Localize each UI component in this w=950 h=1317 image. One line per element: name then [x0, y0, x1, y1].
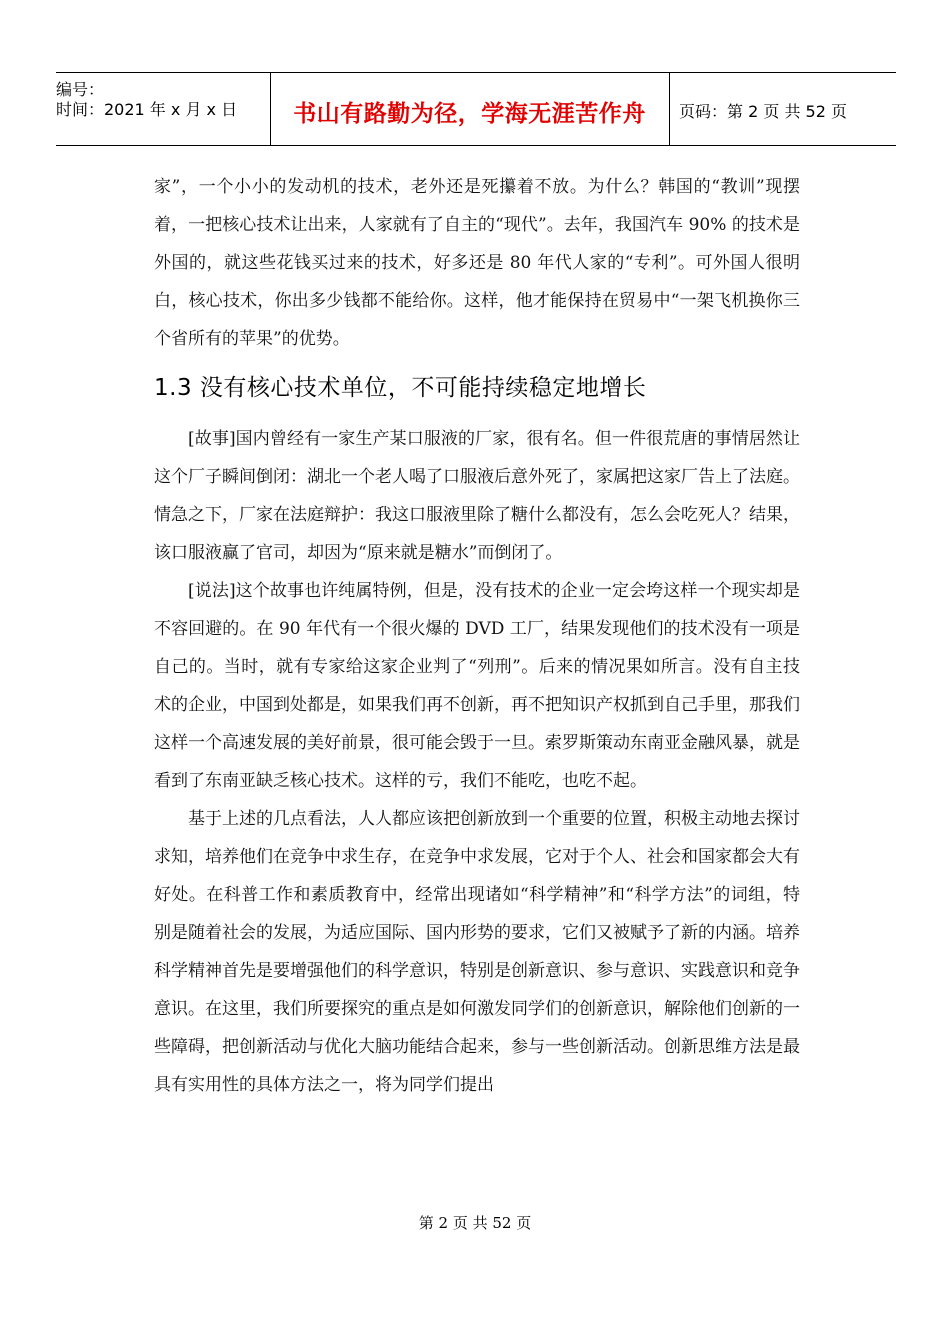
header-motto-cell: [270, 73, 670, 145]
header-motto: 书山有路勤为径，学海无涯苦作舟: [293, 101, 646, 127]
page-footer: 第 2 页 共 52 页: [418, 1214, 532, 1232]
header-meta-cell: [56, 73, 271, 145]
paragraph-conclusion: 基于上述的几点看法，人人都应该把创新放到一个重要的位置，积极主动地去探讨求知，培养他们在竞争中求生存，在竞争中求发展，它对于个人、社会和国家都会大有好处。在科普工作和素质教育中，经常出现诸如“科学精神”和“科学方法”的词组，特别是随着社会的发展，为适应国际、国内形势的要求，它们又被赋予了新的内涵。培养科学精神首先是要增强他们的科学意识，特别是创新意识、参与意识、实践意识和竞争意识。在这里，我们所要探究的重点是如何激发同学们的创新意识，解除他们创新的一些障碍，把创新活动与优化大脑功能结合起来，参与一些创新活动。创新思维方法是最具有实用性的具体方法之一，将为同学们提出: [154, 809, 800, 1095]
document-number-label: 编号：: [56, 80, 105, 99]
document-time-label: 时间：2021 年 x 月 x 日: [56, 100, 238, 119]
document-body: [154, 168, 800, 1104]
header-page-info: 页码：第 2 页 共 52 页: [679, 102, 847, 121]
paragraph-comment: [说法]这个故事也许纯属特例，但是，没有技术的企业一定会垮这样一个现实却是不容回避的。在 90 年代有一个很火爆的 DVD 工厂，结果发现他们的技术没有一项是自己的。当时，就有专家给这家企业判了“列刑”。后来的情况果如所言。没有自主技术的企业，中国到处都是，如果我们再不创新，再不把知识产权抓到自己手里，那我们这样一个高速发展的美好前景，很可能会毁于一旦。索罗斯策动东南亚金融风暴，就是看到了东南亚缺乏核心技术。这样的亏，我们不能吃，也吃不起。: [154, 581, 800, 791]
paragraph-1: 家”，一个小小的发动机的技术，老外还是死攥着不放。为什么？韩国的“教训”现摆着，一把核心技术让出来，人家就有了自主的“现代”。去年，我国汽车 90% 的技术是外国的，就这些花钱买过来的技术，好多还是 80 年代人家的“专利”。可外国人很明白，核心技术，你出多少钱都不能给你。这样，他才能保持在贸易中“一架飞机换你三个省所有的苹果”的优势。: [154, 177, 800, 349]
paragraph-story: [故事]国内曾经有一家生产某口服液的厂家，很有名。但一件很荒唐的事情居然让这个厂子瞬间倒闭：湖北一个老人喝了口服液后意外死了，家属把这家厂告上了法庭。情急之下，厂家在法庭辩护：我这口服液里除了糖什么都没有，怎么会吃死人？结果，该口服液赢了官司，却因为“原来就是糖水”而倒闭了。: [154, 429, 800, 563]
document-header: [56, 72, 896, 146]
header-page-cell: [669, 73, 896, 145]
section-heading: 1.3 没有核心技术单位，不可能持续稳定地增长: [154, 375, 647, 401]
